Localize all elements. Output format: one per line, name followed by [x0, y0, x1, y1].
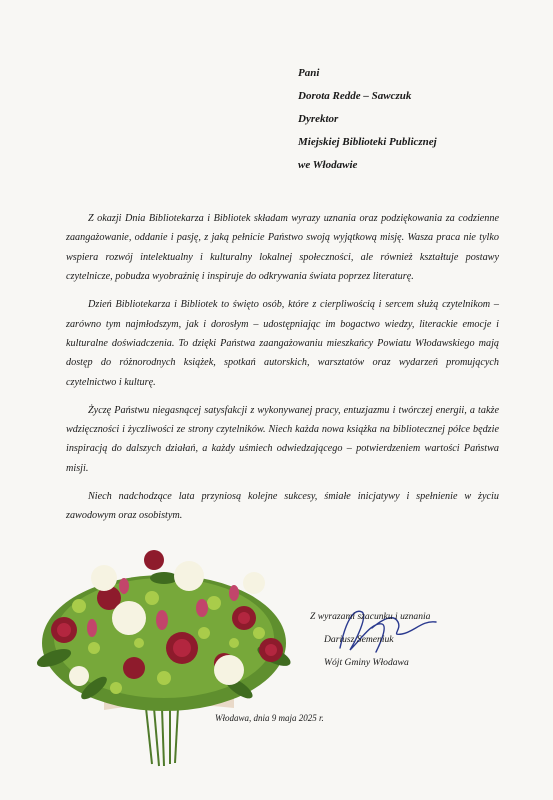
paragraph-3: Życzę Państwu niegasnącej satysfakcji z wykonywanej pracy, entuzjazmu i twórczej energii, a także wdzięczności i życzliwości ze strony czytelników. Niech każda nowa książka na bibliotecznej półce będzie inspiracją do dalszych działań, a każdy uśmiech odwiedzającego – potwierdzeniem wartości Państwa misji.: [66, 404, 499, 474]
signatory-name: Dariusz Semeniuk: [324, 634, 394, 645]
closing-greeting: Z wyrazami szacunku i uznania: [310, 611, 431, 622]
recipient-city: we Włodawie: [298, 159, 358, 171]
paragraph-2: Dzień Bibliotekarza i Bibliotek to święto osób, które z cierpliwością i sercem służą czytelnikom – zarówno tym najmłodszym, jak i dorosłym – udostępniając im bogactwo wiedzy, literackie emocje i kulturalne doświadczenia. To dzięki Państwa zaangażowaniu mieszkańcy Powiatu Włodawskiego mają dostęp do różnorodnych książek, spotkań autorskich, warsztatów oraz wydarzeń promujących czytelnictwo i kulturę.: [66, 299, 499, 388]
flower-bouquet-image: [34, 538, 294, 768]
paragraph-1: Z okazji Dnia Bibliotekarza i Bibliotek składam wyrazy uznania oraz podziękowania za codzienne zaangażowanie, oddanie i pasję, z jaką pełnicie Państwo swoją wyjątkową misję. Wasza praca nie tylko wspiera rozwój intelektualny i kulturalny lokalnej społeczności, ale również kształtuje postawy czytelnicze, pobudza wyobraźnię i inspiruje do odkrywania świata poprzez literaturę.: [66, 213, 499, 283]
recipient-block: [298, 62, 437, 177]
paragraph-4: Niech nadchodzące lata przyniosą kolejne sukcesy, śmiałe inicjatywy i spełnienie w życiu zawodowym oraz osobistym.: [66, 490, 499, 522]
signatory-title: Wójt Gminy Włodawa: [324, 657, 409, 668]
recipient-institution: Miejskiej Biblioteki Publicznej: [298, 136, 437, 148]
recipient-position: Dyrektor: [298, 113, 339, 125]
closing-block: [310, 605, 430, 674]
letter-body: [66, 209, 499, 534]
recipient-name: Dorota Redde – Sawczuk: [298, 90, 412, 102]
recipient-salutation: Pani: [298, 67, 320, 79]
date-place: Włodawa, dnia 9 maja 2025 r.: [215, 713, 324, 723]
